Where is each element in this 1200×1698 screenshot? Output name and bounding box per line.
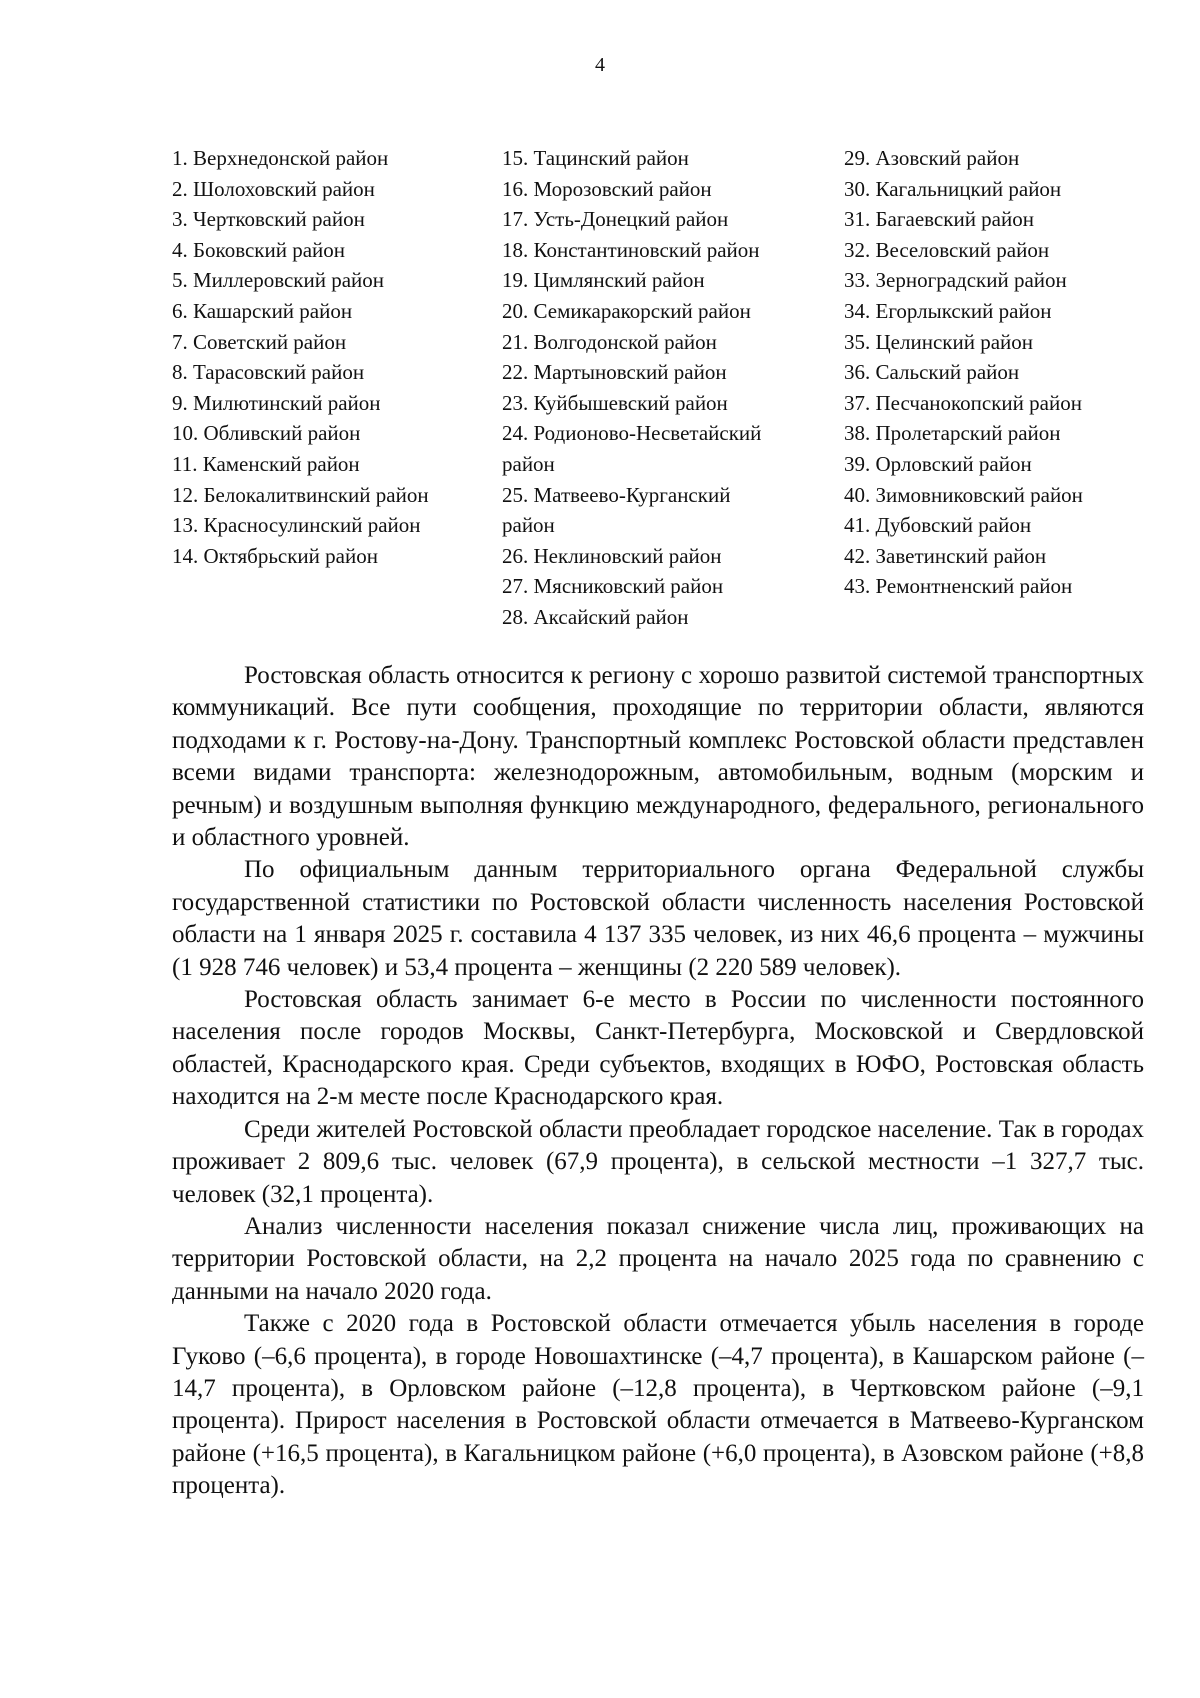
list-item: 18. Константиновский район	[502, 237, 760, 262]
list-item: 17. Усть-Донецкий район	[502, 207, 729, 232]
list-item: 26. Неклиновский район	[502, 543, 722, 568]
page-number: 4	[595, 54, 605, 76]
list-item: 13. Красносулинский район	[172, 513, 421, 538]
list-item: 37. Песчанокопский район	[844, 390, 1082, 415]
list-item: 9. Милютинский район	[172, 390, 381, 415]
list-item: 3. Чертковский район	[172, 207, 365, 232]
list-item: 43. Ремонтненский район	[844, 574, 1073, 599]
paragraph-urban-rural: Среди жителей Ростовской области преобладает городское население. Так в городах проживает 2 809,6 тыс. человек (67,9 процента), в сельской местности –1 327,7 тыс. человек (32,1 процента).	[172, 1115, 1144, 1208]
list-item: 19. Цимлянский район	[502, 268, 705, 293]
list-item: 35. Целинский район	[844, 329, 1033, 354]
paragraph-population-rank: Ростовская область занимает 6-е место в России по численности постоянного населения после городов Москвы, Санкт-Петербурга, Московской и Свердловской областей, Краснодарского края. Среди субъектов, входящих в ЮФО, Ростовская область находится на 2-м месте после Краснодарского края.	[172, 986, 1144, 1111]
list-item: 24. Родионово-Несветайский район	[502, 421, 762, 476]
list-item: 38. Пролетарский район	[844, 421, 1061, 446]
list-item: 41. Дубовский район	[844, 513, 1032, 538]
list-item: 15. Тацинский район	[502, 146, 689, 170]
list-item: 7. Советский район	[172, 329, 347, 354]
list-item: 2. Шолоховский район	[172, 176, 375, 201]
list-item: 42. Заветинский район	[844, 543, 1047, 568]
list-item: 23. Куйбышевский район	[502, 390, 728, 415]
list-item: 29. Азовский район	[844, 146, 1020, 170]
list-item: 20. Семикаракорский район	[502, 298, 751, 323]
district-column-3	[844, 143, 1144, 602]
list-item: 6. Кашарский район	[172, 298, 353, 323]
district-column-2	[502, 143, 832, 633]
list-item: 21. Волгодонской район	[502, 329, 717, 354]
paragraph-population-decline: Анализ численности населения показал снижение числа лиц, проживающих на территории Ростовской области, на 2,2 процента на начало 2025 года по сравнению с данными на начало 2020 года.	[172, 1212, 1144, 1305]
list-item: 36. Сальский район	[844, 360, 1020, 385]
list-item: 25. Матвеево-Курганский район	[502, 482, 731, 538]
list-item: 1. Верхнедонской район	[172, 146, 389, 170]
district-column-1	[172, 143, 482, 571]
list-item: 33. Зерноградский район	[844, 268, 1067, 293]
list-item: 11. Каменский район	[172, 451, 360, 476]
paragraph-population-change: Также с 2020 года в Ростовской области отмечается убыль населения в городе Гуково (–6,6 процента), в городе Новошахтинске (–4,7 процента), в Кашарском районе (–14,7 процента), в Орловском районе (–12,8 процента), в Чертковском районе (–9,1 процента). Прирост населения в Ростовской области отмечается в Матвеево-Курганском районе (+16,5 процента), в Кагальницком районе (+6,0 процента), в Азовском районе (+8,8 процента).	[172, 1310, 1144, 1500]
list-item: 30. Кагальницкий район	[844, 176, 1062, 201]
list-item: 34. Егорлыкский район	[844, 298, 1052, 323]
paragraph-population-total: По официальным данным территориального органа Федеральной службы государственной статистики по Ростовской области численность населения Ростовской области на 1 января 2025 г. составила 4 137 335 человек, из них 46,6 процента – мужчины (1 928 746 человек) и 53,4 процента – женщины (2 220 589 человек).	[172, 856, 1144, 981]
list-item: 40. Зимовниковский район	[844, 482, 1083, 507]
list-item: 16. Морозовский район	[502, 176, 712, 201]
list-item: 32. Веселовский район	[844, 237, 1050, 262]
list-item: 4. Боковский район	[172, 237, 346, 262]
list-item: 27. Мясниковский район	[502, 574, 724, 599]
list-item: 8. Тарасовский район	[172, 360, 365, 385]
list-item: 5. Миллеровский район	[172, 268, 385, 293]
list-item: 10. Обливский район	[172, 421, 361, 446]
list-item: 28. Аксайский район	[502, 604, 689, 629]
document-body	[172, 660, 1144, 1503]
list-item: 22. Мартыновский район	[502, 360, 727, 385]
list-item: 14. Октябрьский район	[172, 543, 378, 568]
list-item: 31. Багаевский район	[844, 207, 1034, 232]
list-item: 12. Белокалитвинский район	[172, 482, 429, 507]
paragraph-transport: Ростовская область относится к региону с хорошо развитой системой транспортных коммуникаций. Все пути сообщения, проходящие по территории области, являются подходами к г. Ростову-на-Дону. Транспортный комплекс Ростовской области представлен всеми видами транспорта: железнодорожным, автомобильным, водным (морским и речным) и воздушным выполняя функцию международного, федерального, регионального и областного уровней.	[172, 662, 1144, 852]
list-item: 39. Орловский район	[844, 451, 1032, 476]
